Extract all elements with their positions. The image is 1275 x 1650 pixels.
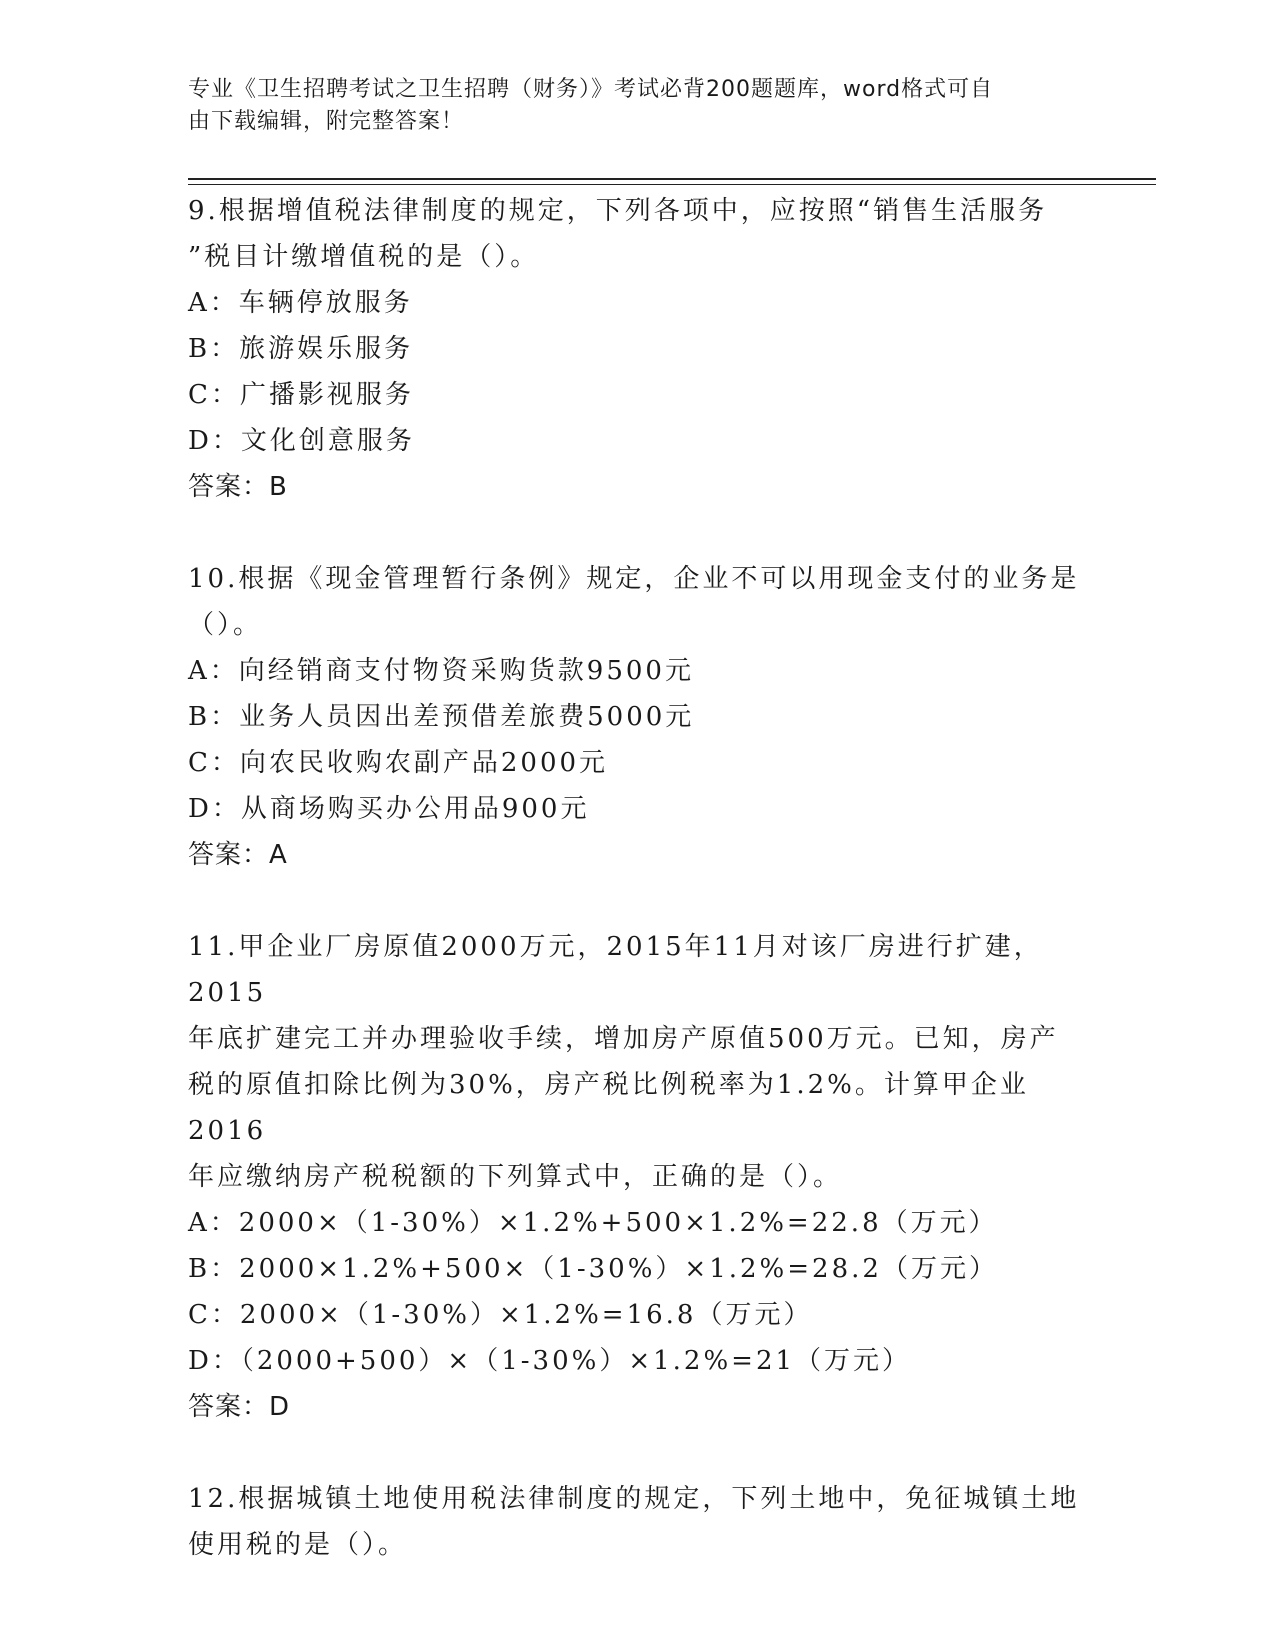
question-text-line: 税的原值扣除比例为30%，房产税比例税率为1.2%。计算甲企业2016: [188, 1070, 1029, 1146]
option-a: A：车辆停放服务: [188, 288, 413, 318]
option-b: B：2000×1.2%+500×（1-30%）×1.2%=28.2（万元）: [188, 1254, 998, 1284]
option-c: C：广播影视服务: [188, 380, 414, 410]
question-text-line: 12.根据城镇土地使用税法律制度的规定，下列土地中，免征城镇土地: [188, 1484, 1080, 1514]
question-text-line: 10.根据《现金管理暂行条例》规定，企业不可以用现金支付的业务是: [188, 564, 1080, 594]
header-divider-thin: [188, 184, 1156, 185]
header-divider-thick: [188, 178, 1156, 180]
question-list: [188, 188, 1088, 1614]
question-text-line: （）。: [188, 610, 263, 640]
question-text-line: 年底扩建完工并办理验收手续，增加房产原值500万元。已知，房产: [188, 1024, 1059, 1054]
answer-line: 答案：B: [188, 472, 288, 502]
answer-line: 答案：D: [188, 1392, 291, 1422]
option-c: C：2000×（1-30%）×1.2%=16.8（万元）: [188, 1300, 813, 1330]
question-text-line: 年应缴纳房产税税额的下列算式中，正确的是（）。: [188, 1162, 843, 1192]
option-b: B：旅游娱乐服务: [188, 334, 414, 364]
option-d: D：（2000+500）×（1-30%）×1.2%=21（万元）: [188, 1346, 912, 1376]
option-a: A：向经销商支付物资采购货款9500元: [188, 656, 694, 686]
question-11: [188, 924, 1088, 1430]
document-header: [188, 74, 1068, 138]
option-a: A：2000×（1-30%）×1.2%+500×1.2%=22.8（万元）: [188, 1208, 998, 1238]
question-9: [188, 188, 1088, 510]
option-d: D：文化创意服务: [188, 426, 415, 456]
question-text-line: 11.甲企业厂房原值2000万元，2015年11月对该厂房进行扩建，2015: [188, 932, 1043, 1008]
option-c: C：向农民收购农副产品2000元: [188, 748, 609, 778]
question-text-line: ”税目计缴增值税的是（）。: [188, 242, 540, 272]
option-d: D：从商场购买办公用品900元: [188, 794, 590, 824]
question-text-line: 使用税的是（）。: [188, 1530, 408, 1560]
header-line-2: 由下载编辑，附完整答案！: [188, 109, 465, 134]
option-b: B：业务人员因出差预借差旅费5000元: [188, 702, 695, 732]
question-10: [188, 556, 1088, 878]
answer-line: 答案：A: [188, 840, 288, 870]
header-line-1: 专业《卫生招聘考试之卫生招聘（财务）》考试必背200题题库，word格式可自: [188, 77, 994, 102]
question-12: [188, 1476, 1088, 1568]
question-text-line: 9.根据增值税法律制度的规定，下列各项中，应按照“销售生活服务: [188, 196, 1048, 226]
